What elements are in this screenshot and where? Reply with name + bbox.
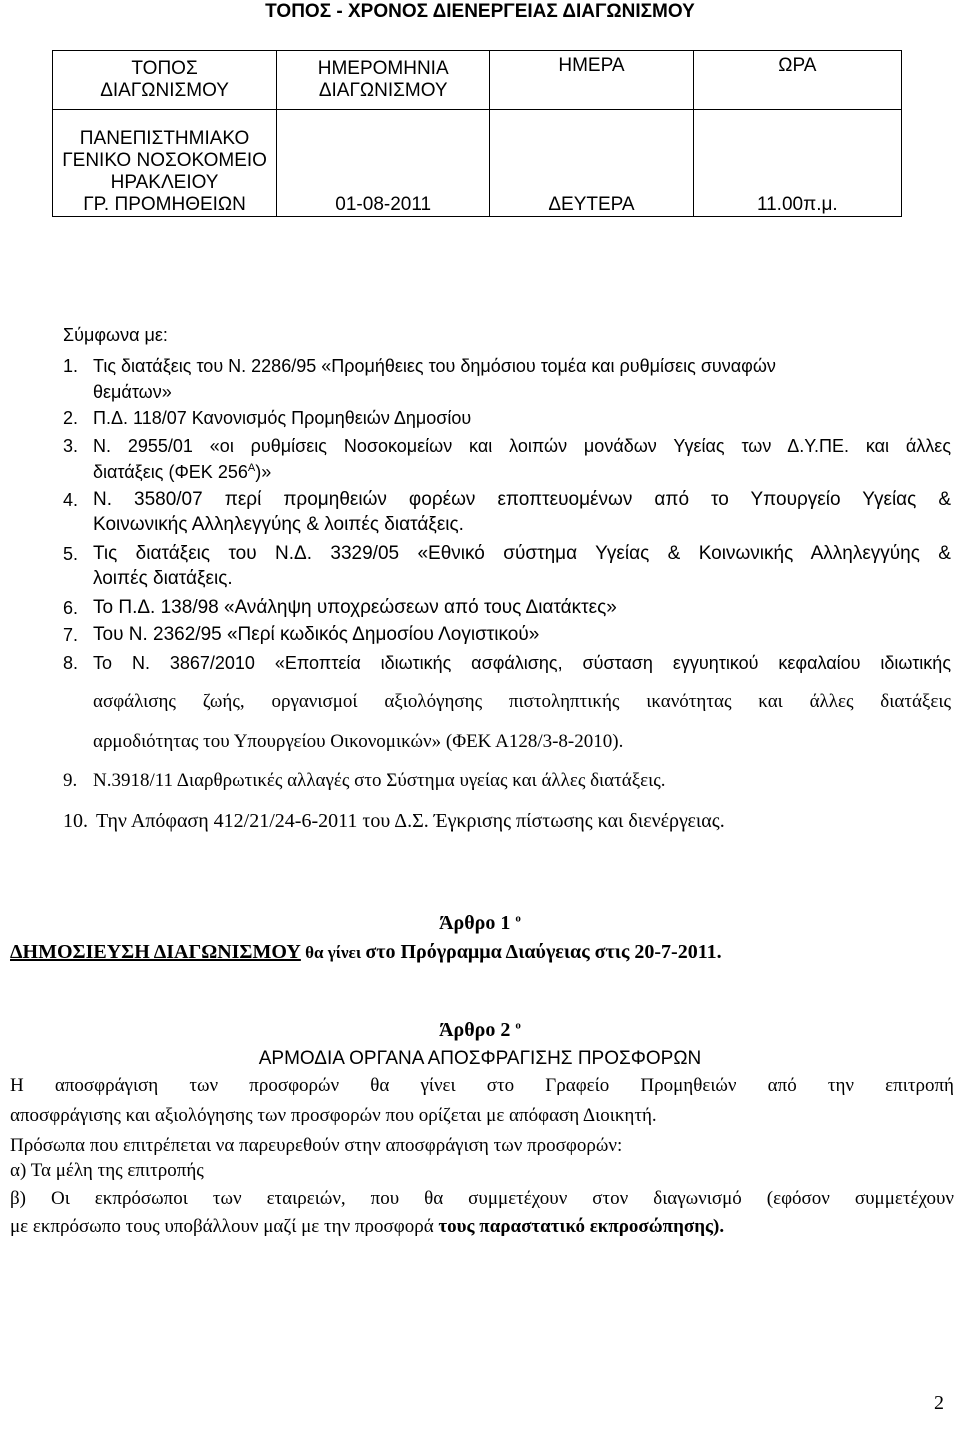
article-1-text: ΔΗΜΟΣΙΕΥΣΗ ΔΙΑΓΩΝΙΣΜΟΥ θα γίνει στο Πρόγραμμα Διαύγειας στις 20-7-2011. bbox=[10, 941, 722, 963]
page-number: 2 bbox=[934, 1392, 944, 1414]
list-item-number: 2. bbox=[63, 408, 79, 428]
list-item: Π.Δ. 118/07 Κανονισμός Προμηθειών Δημοσίου bbox=[93, 408, 472, 428]
article-2-paragraph: Πρόσωπα που επιτρέπεται να παρευρεθούν στην αποσφράγιση των προσφορών: bbox=[10, 1135, 623, 1156]
list-item-number: 7. bbox=[63, 625, 79, 645]
list-item: Ν. 3580/07 περί προμηθειών φορέων εποπτευομένων από το Υπουργείο Υγείας & bbox=[93, 489, 951, 510]
list-item-continuation: θεμάτων» bbox=[93, 382, 172, 402]
cell-place: ΠΑΝΕΠΙΣΤΗΜΙΑΚΟ ΓΕΝΙΚΟ ΝΟΣΟΚΟΜΕΙΟ ΗΡΑΚΛΕΙΟΥ ΓΡ. ΠΡΟΜΗΘΕΙΩΝ bbox=[53, 110, 277, 217]
table-row bbox=[53, 110, 902, 217]
list-item: Το Ν. 3867/2010 «Εποπτεία ιδιωτικής ασφάλισης, σύσταση εγγυητικού κεφαλαίου ιδιωτικής bbox=[93, 653, 951, 673]
list-item: Ν. 2955/01 «οι ρυθμίσεις Νοσοκομείων και λοιπών μονάδων Υγείας των Δ.Υ.ΠΕ. και άλλες bbox=[93, 436, 951, 456]
list-item-number: 3. bbox=[63, 436, 79, 456]
list-item-number: 6. bbox=[63, 598, 79, 618]
list-item: Το Π.Δ. 138/98 «Ανάληψη υποχρεώσεων από τους Διατάκτες» bbox=[93, 597, 617, 618]
cell-time: 11.00π.μ. bbox=[693, 110, 901, 217]
list-item-continuation: αρμοδιότητας του Υπουργείου Οικονομικών» (ΦΕΚ Α128/3-8-2010). bbox=[93, 731, 624, 752]
list-item-number: 9. bbox=[63, 770, 78, 791]
list-item-continuation: ασφάλισης ζωής, οργανισμοί αξιολόγησης πιστοληπτικής ικανότητας και άλλες διατάξεις bbox=[93, 691, 951, 712]
page-title: ΤΟΠΟΣ - ΧΡΟΝΟΣ ΔΙΕΝΕΡΓΕΙΑΣ ΔΙΑΓΩΝΙΣΜΟΥ bbox=[265, 1, 695, 22]
article-2-paragraph: αποσφράγισης και αξιολόγησης των προσφορών που ορίζεται με απόφαση Διοικητή. bbox=[10, 1105, 657, 1126]
list-item-continuation: Κοινωνικής Αλληλεγγύης & λοιπές διατάξεις. bbox=[93, 514, 464, 535]
article-2-paragraph: α) Τα μέλη της επιτροπής bbox=[10, 1160, 204, 1181]
list-item: Τις διατάξεις του Ν.Δ. 3329/05 «Εθνικό σύστημα Υγείας & Κοινωνικής Αλληλεγγύης & bbox=[93, 543, 951, 564]
list-item: Ν.3918/11 Διαρθρωτικές αλλαγές στο Σύστημα υγείας και άλλες διατάξεις. bbox=[93, 770, 666, 791]
article-2-paragraph: β) Οι εκπρόσωποι των εταιρειών, που θα συμμετέχουν στον διαγωνισμό (εφόσον συμμετέχουν bbox=[10, 1188, 954, 1209]
article-2-heading: Άρθρο 2 $^o$ bbox=[439, 1019, 521, 1041]
header-day: ΗΜΕΡΑ bbox=[490, 51, 693, 110]
article-2-paragraph: Η αποσφράγιση των προσφορών θα γίνει στο Γραφείο Προμηθειών από την επιτροπή bbox=[10, 1075, 954, 1096]
list-item-continuation: λοιπές διατάξεις. bbox=[93, 568, 233, 589]
list-item-number: 5. bbox=[63, 544, 79, 564]
article-2-paragraph: με εκπρόσωπο τους υποβάλλουν μαζί με την προσφορά τους παραστατικό εκπροσώπησης). bbox=[10, 1216, 725, 1237]
contest-table bbox=[52, 50, 902, 217]
cell-day: ΔΕΥΤΕΡΑ bbox=[490, 110, 693, 217]
list-item-number: 4. bbox=[63, 490, 79, 510]
article-2-subheading: ΑΡΜΟΔΙΑ ΟΡΓΑΝΑ ΑΠΟΣΦΡΑΓΙΣΗΣ ΠΡΟΣΦΟΡΩΝ bbox=[258, 1048, 702, 1069]
list-item-number: 8. bbox=[63, 653, 79, 673]
article-1-heading: Άρθρο 1 $^o$ bbox=[439, 912, 521, 934]
list-item-number: 10. bbox=[63, 810, 88, 832]
header-place: ΤΟΠΟΣ ΔΙΑΓΩΝΙΣΜΟΥ bbox=[53, 51, 277, 110]
list-item: Την Απόφαση 412/21/24-6-2011 του Δ.Σ. Έγκρισης πίστωσης και διενέργειας. bbox=[96, 810, 725, 832]
header-date: ΗΜΕΡΟΜΗΝΙΑ ΔΙΑΓΩΝΙΣΜΟΥ bbox=[277, 51, 490, 110]
table-header-row bbox=[53, 51, 902, 110]
cell-date: 01-08-2011 bbox=[277, 110, 490, 217]
intro-text: Σύμφωνα με: bbox=[63, 325, 168, 345]
header-time: ΩΡΑ bbox=[693, 51, 901, 110]
list-item: Του Ν. 2362/95 «Περί κωδικός Δημοσίου Λογιστικού» bbox=[93, 624, 540, 645]
list-item-continuation: διατάξεις (ΦΕΚ $256^A$)» bbox=[93, 462, 272, 482]
list-item: Τις διατάξεις του Ν. 2286/95 «Προμήθειες του δημόσιου τομέα και ρυθμίσεις συναφών bbox=[93, 356, 776, 376]
list-item-number: 1. bbox=[63, 356, 79, 376]
